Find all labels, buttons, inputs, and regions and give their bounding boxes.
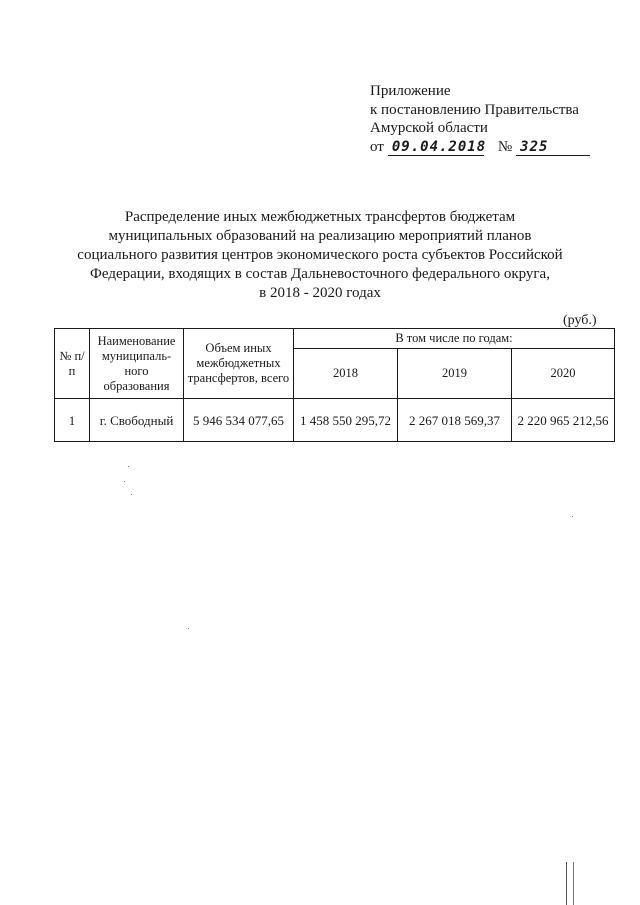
- header-municipality: Наименование муниципаль-ного образования: [90, 329, 184, 399]
- title-line: в 2018 - 2020 годах: [259, 285, 381, 301]
- cell-total: 5 946 534 077,65: [184, 399, 294, 442]
- attachment-resolution-line: к постановлению Правительства: [370, 101, 579, 118]
- header-by-years: В том числе по годам:: [294, 329, 615, 349]
- title-line: социального развития центров экономического роста субъектов Российской: [77, 247, 563, 263]
- title-line: муниципальных образований на реализацию мероприятий планов: [108, 228, 532, 244]
- table-row: [55, 399, 615, 442]
- attachment-block: [370, 82, 590, 156]
- transfers-table: [54, 328, 615, 442]
- cell-num: 1: [55, 399, 90, 442]
- title-line: Распределение иных межбюджетных трансфертов бюджетам: [124, 209, 516, 225]
- cell-2019: 2 267 018 569,37: [398, 399, 512, 442]
- header-year-2018: 2018: [294, 349, 398, 399]
- cell-2020: 2 220 965 212,56: [512, 399, 615, 442]
- date-prefix: от: [370, 138, 384, 155]
- handwritten-date: 09.04.2018: [388, 139, 484, 156]
- scan-speck: [572, 516, 573, 517]
- cell-municipality: г. Свободный: [90, 399, 184, 442]
- attachment-date-number-line: [370, 138, 590, 157]
- number-sign: №: [497, 138, 513, 155]
- header-total-volume: Объем иных межбюджетных трансфертов, всего: [184, 329, 294, 399]
- cell-2018: 1 458 550 295,72: [294, 399, 398, 442]
- scan-speck: [131, 494, 132, 495]
- scan-speck: [124, 481, 125, 482]
- header-year-2019: 2019: [398, 349, 512, 399]
- header-num: № п/п: [55, 329, 90, 399]
- currency-unit: (руб.): [563, 313, 597, 328]
- handwritten-number: 325: [516, 139, 590, 156]
- scan-speck: [188, 628, 189, 629]
- title-line: Федерации, входящих в состав Дальневосточного федерального округа,: [90, 266, 550, 282]
- document-title: [60, 208, 580, 303]
- binding-mark: [566, 862, 574, 905]
- attachment-region-line: Амурской области: [370, 120, 488, 136]
- scan-speck: [128, 466, 129, 467]
- attachment-label: Приложение: [370, 83, 451, 99]
- header-year-2020: 2020: [512, 349, 615, 399]
